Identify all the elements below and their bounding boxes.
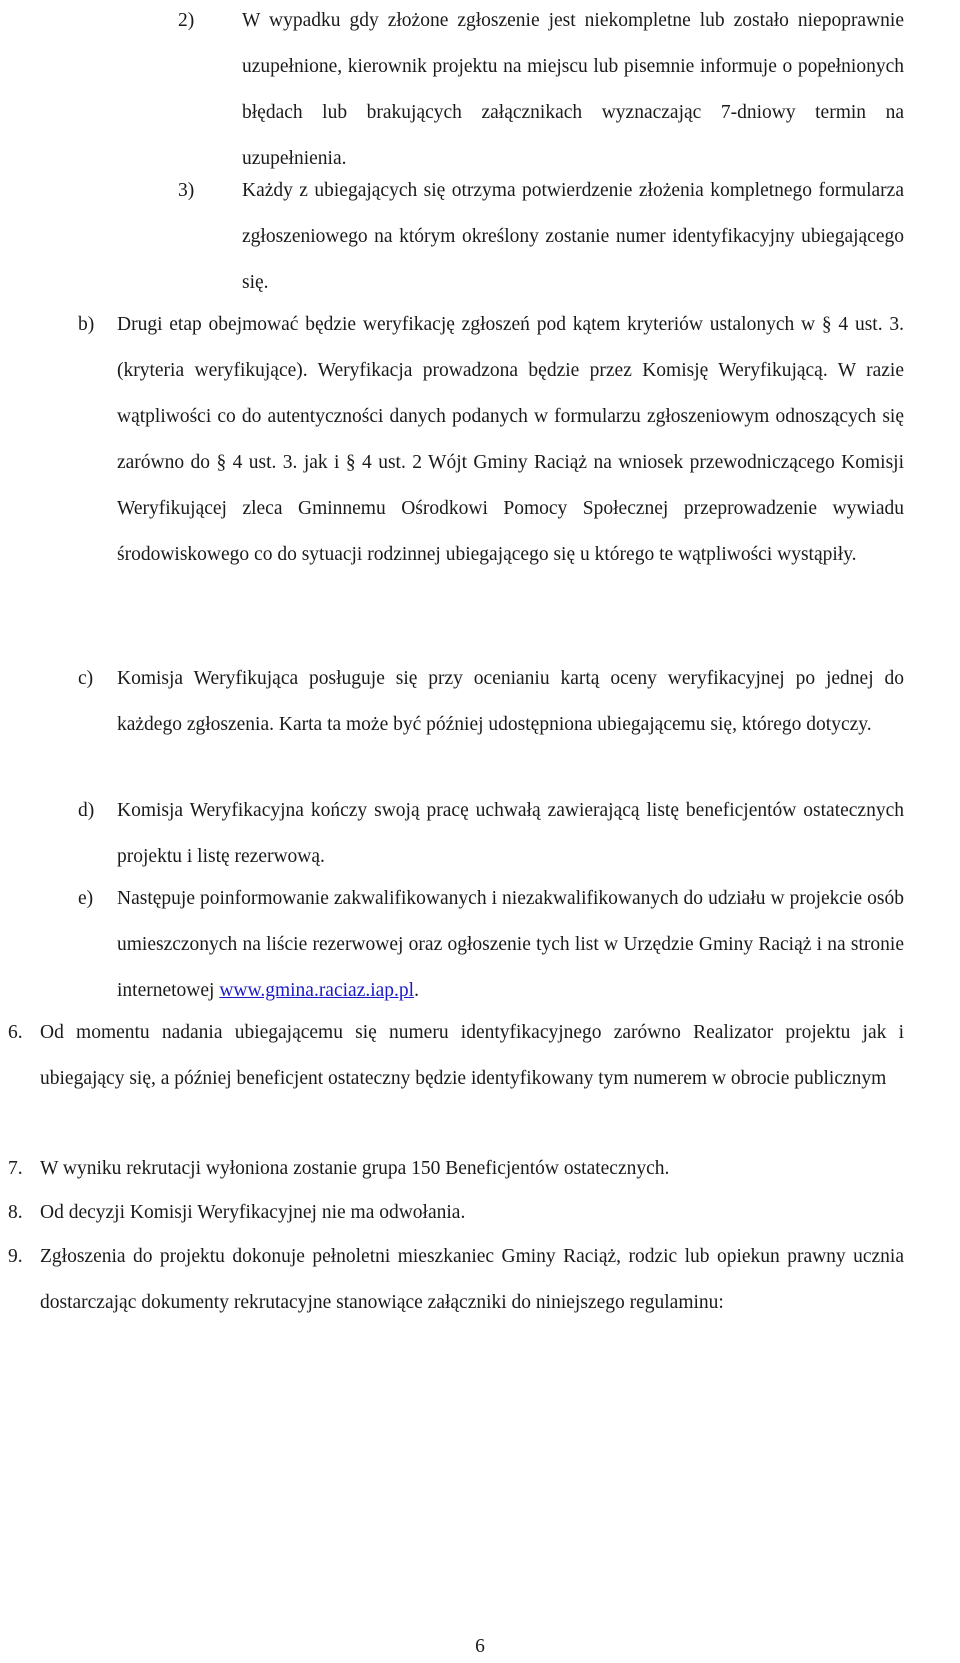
list-marker: c) xyxy=(78,668,94,689)
list-marker: d) xyxy=(78,800,95,821)
list-item-text: W wypadku gdy złożone zgłoszenie jest niekompletne lub zostało niepoprawnie uzupełnione, kierownik projektu na miejscu lub pisemnie informuje o popełnionych błędach lub brakujących załącznikach wyznaczając 7-dniowy termin na uzupełnienia. xyxy=(242,10,904,169)
list-marker: 2) xyxy=(178,10,195,31)
list-marker: e) xyxy=(78,888,94,909)
list-marker: 8. xyxy=(8,1202,23,1223)
list-item-text: Zgłoszenia do projektu dokonuje pełnoletni mieszkaniec Gminy Raciąż, rodzic lub opiekun prawny ucznia dostarczając dokumenty rekrutacyjne stanowiące załączniki do niniejszego regulaminu: xyxy=(40,1246,904,1313)
list-marker: 3) xyxy=(178,180,195,201)
website-link[interactable]: www.gmina.raciaz.iap.pl xyxy=(219,980,415,1001)
list-marker: 9. xyxy=(8,1246,23,1267)
list-marker: b) xyxy=(78,314,95,335)
list-item-text xyxy=(117,876,904,1014)
list-item-text-part: . xyxy=(414,980,419,1001)
list-item-text: Komisja Weryfikacyjna kończy swoją pracę uchwałą zawierającą listę beneficjentów ostatecznych projektu i listę rezerwową. xyxy=(117,800,904,867)
list-item-text-part: Następuje poinformowanie zakwalifikowanych i niezakwalifikowanych do udziału w projekcie osób umieszczonych na liście rezerwowej oraz ogłoszenie tych list w Urzędzie Gminy Raciąż i na stronie internetowej xyxy=(117,888,904,1001)
list-item-text: Komisja Weryfikująca posługuje się przy ocenianiu kartą oceny weryfikacyjnej po jednej do każdego zgłoszenia. Karta ta może być później udostępniona ubiegającemu się, którego dotyczy. xyxy=(117,668,904,735)
list-item-text: Drugi etap obejmować będzie weryfikację zgłoszeń pod kątem kryteriów ustalonych w § 4 ust. 3. (kryteria weryfikujące). Weryfikacja prowadzona będzie przez Komisję Weryfikującą. W razie wątpliwości co do autentyczności danych podanych w formularzu zgłoszeniowym odnoszących się zarówno do § 4 ust. 3. jak i § 4 ust. 2 Wójt Gminy Raciąż na wniosek przewodniczącego Komisji Weryfikującej zleca Gminnemu Ośrodkowi Pomocy Społecznej przeprowadzenie wywiadu środowiskowego co do sytuacji rodzinnej ubiegającego się u którego te wątpliwości wystąpiły. xyxy=(117,314,904,565)
list-item-text: Od decyzji Komisji Weryfikacyjnej nie ma odwołania. xyxy=(40,1202,466,1223)
list-item-text: Od momentu nadania ubiegającemu się numeru identyfikacyjnego zarówno Realizator projektu jak i ubiegający się, a później beneficjent ostateczny będzie identyfikowany tym numerem w obrocie publicznym xyxy=(40,1022,904,1089)
list-marker: 7. xyxy=(8,1158,23,1179)
list-item-text: Każdy z ubiegających się otrzyma potwierdzenie złożenia kompletnego formularza zgłoszeniowego na którym określony zostanie numer identyfikacyjny ubiegającego się. xyxy=(242,180,904,293)
list-item-text: W wyniku rekrutacji wyłoniona zostanie grupa 150 Beneficjentów ostatecznych. xyxy=(40,1158,670,1179)
list-marker: 6. xyxy=(8,1022,23,1043)
page-number: 6 xyxy=(475,1636,485,1657)
